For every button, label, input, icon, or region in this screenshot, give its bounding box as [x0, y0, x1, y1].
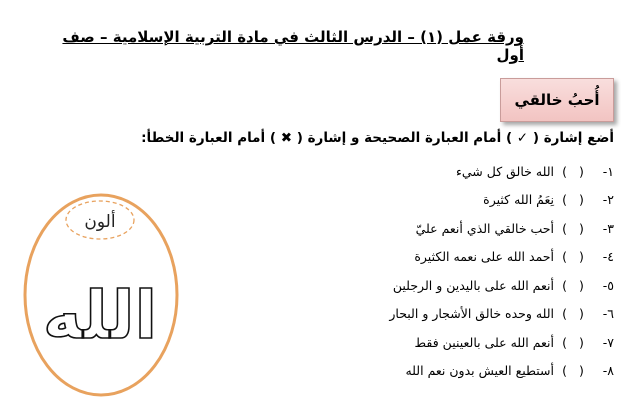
answer-box[interactable]: ( )	[562, 192, 584, 208]
statement-number: ٥-	[602, 277, 614, 293]
statement-text: أستطيع العيش بدون نعم الله	[405, 363, 554, 379]
answer-box[interactable]: ( )	[562, 249, 584, 265]
statement-text: أحمد الله على نعمه الكثيرة	[414, 249, 554, 265]
statement-number: ٧-	[602, 334, 614, 350]
lesson-title: أُحبُ خالقي	[514, 91, 600, 109]
statement-number: ٣-	[602, 220, 614, 236]
statement-text: أنعم الله على باليدين و الرجلين	[392, 277, 554, 293]
statement-list	[300, 157, 614, 385]
statement-item	[300, 186, 614, 215]
statement-text: أحب خالقي الذي أنعم عليّ	[415, 220, 554, 236]
answer-box[interactable]: ( )	[562, 277, 584, 293]
allah-outline-text[interactable]: الله	[42, 277, 158, 354]
statement-item	[300, 357, 614, 386]
statement-item	[300, 157, 614, 186]
answer-box[interactable]: ( )	[562, 306, 584, 322]
statement-number: ٨-	[602, 363, 614, 379]
answer-box[interactable]: ( )	[562, 363, 584, 379]
coloring-emblem[interactable]	[20, 183, 182, 405]
statement-number: ١-	[602, 163, 614, 179]
statement-number: ٤-	[602, 249, 614, 265]
coloring-label: ألون	[84, 212, 116, 232]
statement-number: ٢-	[602, 192, 614, 208]
statement-item	[300, 214, 614, 243]
statement-text: أنعم الله على بالعينين فقط	[414, 334, 554, 350]
statement-item	[300, 300, 614, 329]
statement-number: ٦-	[602, 306, 614, 322]
answer-box[interactable]: ( )	[562, 334, 584, 350]
statement-text: الله وحده خالق الأشجار و البحار	[389, 306, 554, 322]
answer-box[interactable]: ( )	[562, 163, 584, 179]
worksheet-title: ورقة عمل (١) – الدرس الثالث في مادة التربية الإسلامية – صف أول	[62, 28, 524, 64]
lesson-title-box	[500, 78, 614, 122]
instruction-text: أضع إشارة ( ✓ ) أمام العبارة الصحيحة و إشارة ( ✖ ) أمام العبارة الخطأ:	[141, 130, 614, 146]
statement-text: نِعَمُ الله كثيرة	[483, 192, 554, 208]
answer-box[interactable]: ( )	[562, 220, 584, 236]
statement-item	[300, 243, 614, 272]
statement-item	[300, 271, 614, 300]
statement-text: الله خالق كل شيء	[456, 163, 554, 179]
statement-item	[300, 328, 614, 357]
